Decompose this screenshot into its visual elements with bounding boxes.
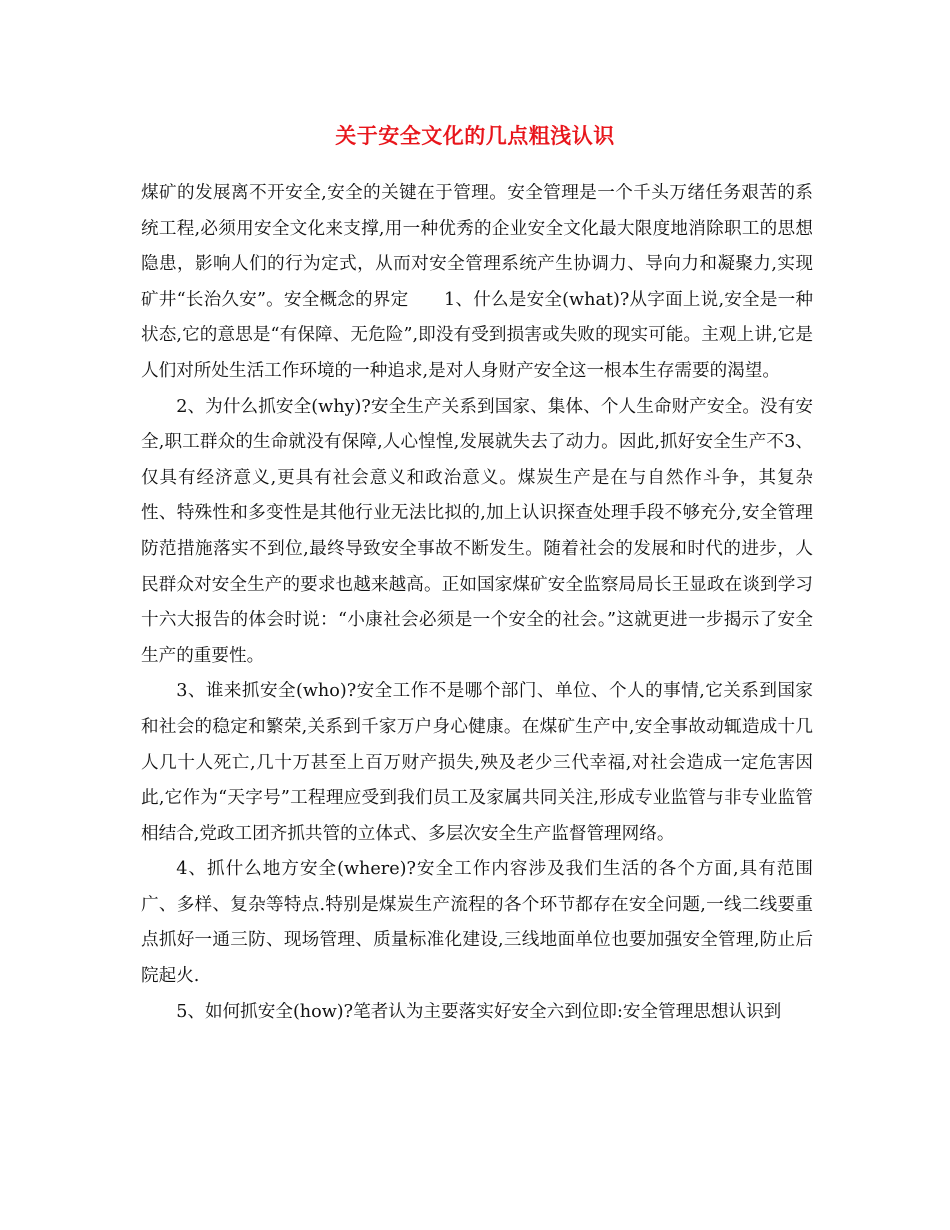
- paragraph-how: 5、如何抓安全(how)?笔者认为主要落实好安全六到位即:安全管理思想认识到: [176, 1001, 782, 1022]
- document-title: 关于安全文化的几点粗浅认识: [335, 123, 615, 148]
- paragraph-intro: 煤矿的发展离不开安全,安全的关键在于管理。安全管理是一个千头万绪任务艰苦的系统工程,必须用安全文化来支撑,用一种优秀的企业安全文化最大限度地消除职工的思想隐患，影响人们的行为定式，从而对安全管理系统产生协调力、导向力和凝聚力,实现矿井“长治久安”。安全概念的界定 1、什么是安全(what)?从字面上说,安全是一种状态,它的意思是“有保障、无危险”,即没有受到损害或失败的现实可能。主观上讲,它是人们对所处生活工作环境的一种追求,是对人身财产安全这一根本生存需要的渴望。: [141, 183, 813, 381]
- paragraph-why: 2、为什么抓安全(why)?安全生产关系到国家、集体、个人生命财产安全。没有安全,职工群众的生命就没有保障,人心惶惶,发展就失去了动力。因此,抓好安全生产不3、仅具有经济意义,更具有社会意义和政治意义。煤炭生产是在与自然作斗争，其复杂性、特殊性和多变性是其他行业无法比拟的,加上认识探查处理手段不够充分,安全管理防范措施落实不到位,最终导致安全事故不断发生。随着社会的发展和时代的进步，人民群众对安全生产的要求也越来越高。正如国家煤矿安全监察局局长王显政在谈到学习十六大报告的体会时说：“小康社会必须是一个安全的社会。”这就更进一步揭示了安全生产的重要性。: [141, 396, 813, 666]
- document-body: [141, 176, 813, 1030]
- paragraph-where: 4、抓什么地方安全(where)?安全工作内容涉及我们生活的各个方面,具有范围广、多样、复杂等特点.特别是煤炭生产流程的各个环节都存在安全问题,一线二线要重点抓好一通三防、现场管理、质量标准化建设,三线地面单位也要加强安全管理,防止后院起火.: [141, 859, 813, 987]
- paragraph-who: 3、谁来抓安全(who)?安全工作不是哪个部门、单位、个人的事情,它关系到国家和社会的稳定和繁荣,关系到千家万户身心健康。在煤矿生产中,安全事故动辄造成十几人几十人死亡,几十万甚至上百万财产损失,殃及老少三代幸福,对社会造成一定危害因此,它作为“天字号”工程理应受到我们员工及家属共同关注,形成专业监管与非专业监管相结合,党政工团齐抓共管的立体式、多层次安全生产监督管理网络。: [141, 681, 813, 844]
